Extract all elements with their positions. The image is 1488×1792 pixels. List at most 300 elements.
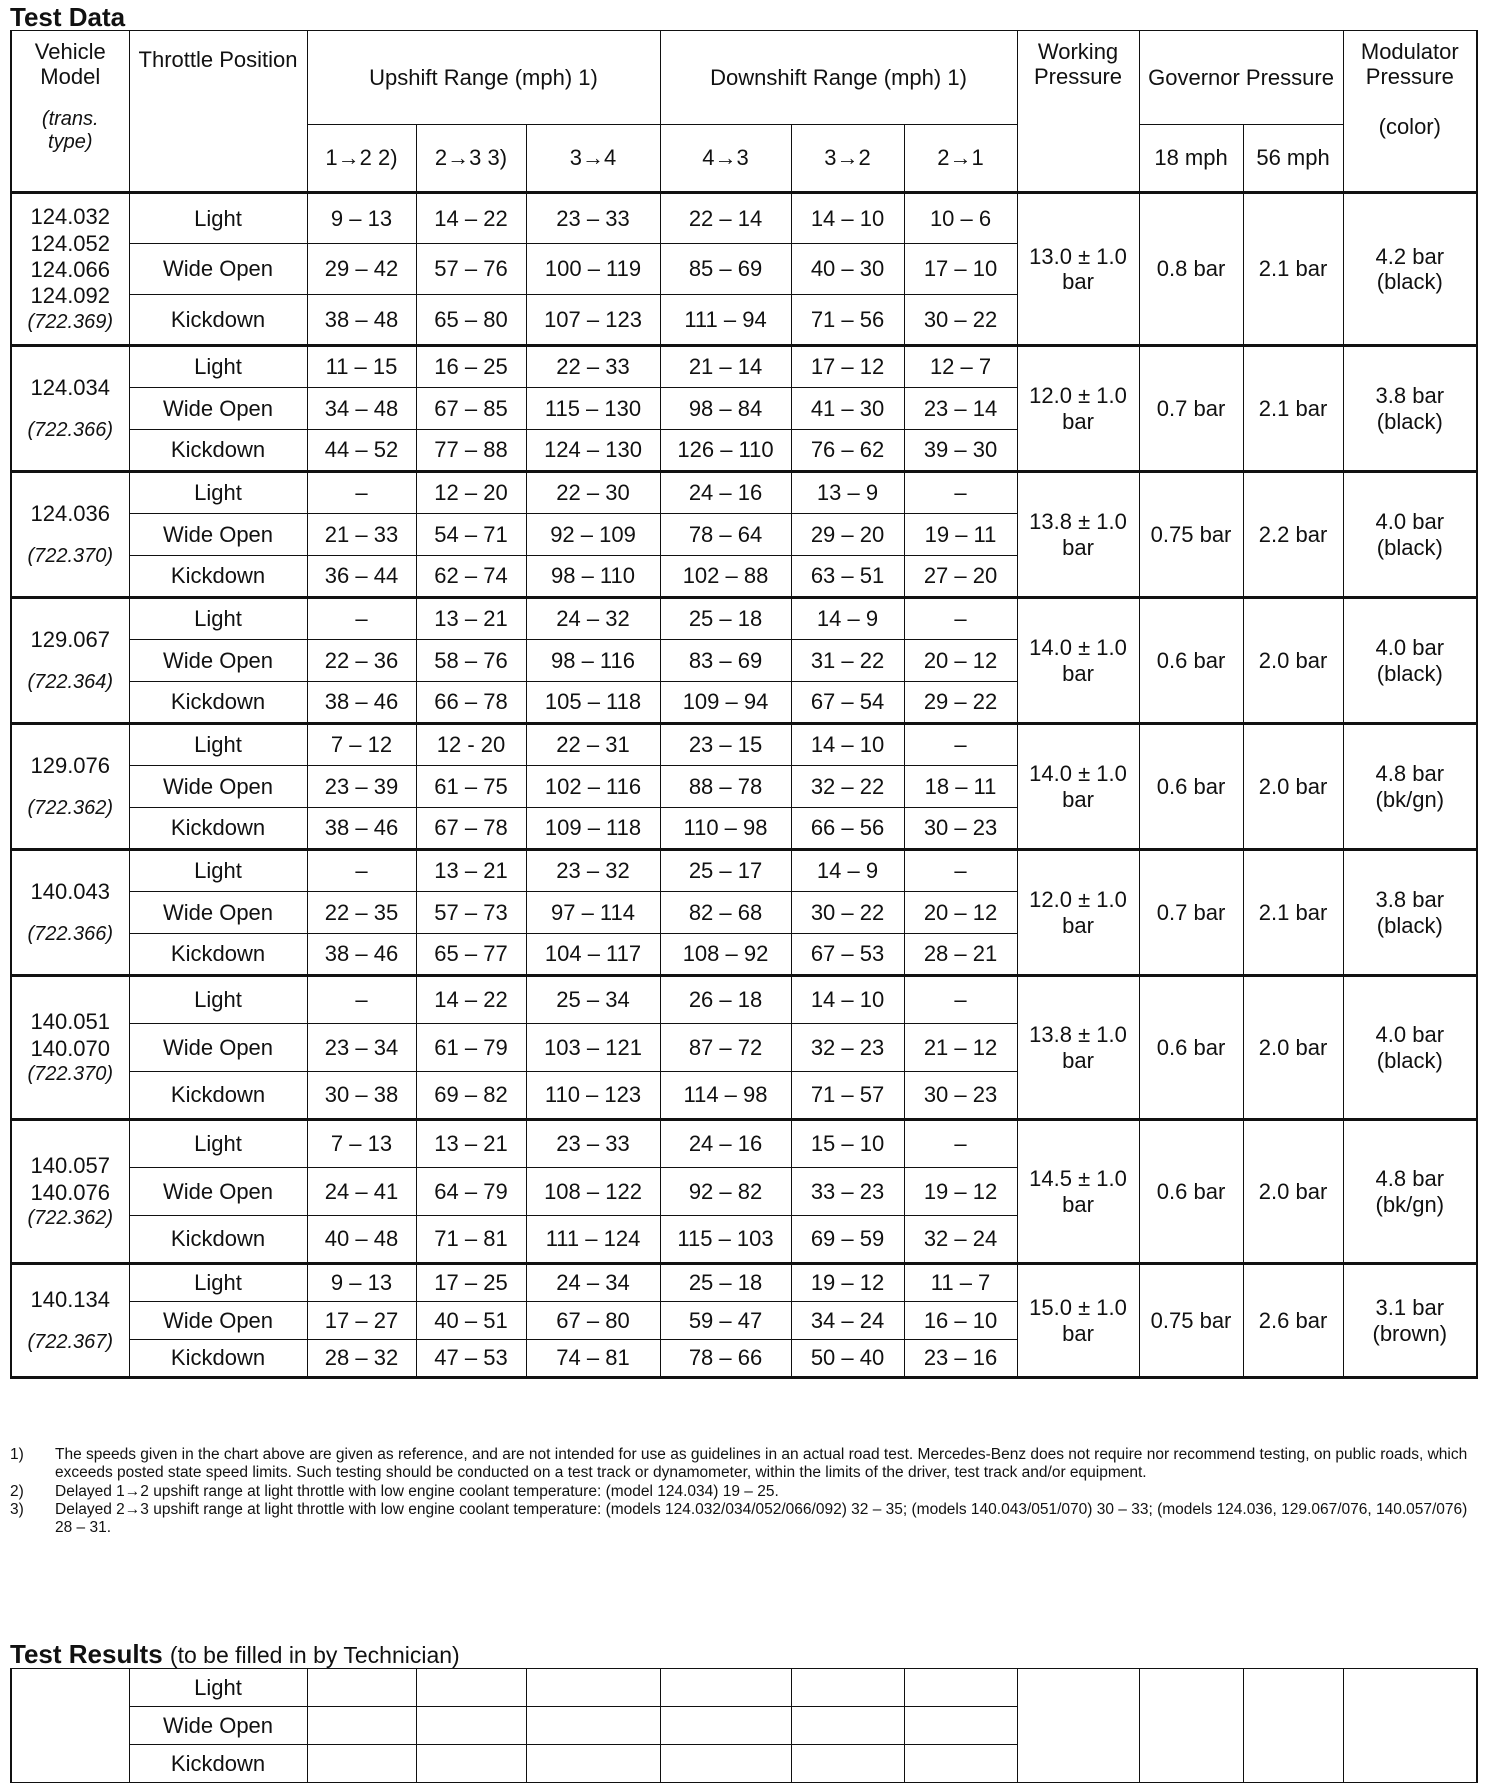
shift-range-cell: 29 – 20 (791, 514, 904, 556)
vehicle-model-cell (11, 976, 129, 1120)
shift-range-cell: 28 – 32 (307, 1340, 416, 1378)
shift-range-cell: 25 – 34 (526, 976, 660, 1024)
result-input-cell[interactable] (791, 1669, 904, 1707)
governor-pressure-header: Governor Pressure (1139, 31, 1343, 125)
test-data-table (10, 30, 1478, 1379)
shift-range-cell: 71 – 57 (791, 1072, 904, 1120)
vehicle-model-cell (11, 850, 129, 976)
shift-range-cell: 92 – 109 (526, 514, 660, 556)
footnote (10, 1446, 1476, 1483)
shift-range-cell: 19 – 12 (791, 1264, 904, 1302)
throttle-position-cell: Wide Open (129, 1168, 307, 1216)
downshift-2-1-header: 2→1 (904, 125, 1017, 193)
table-row (11, 598, 1477, 640)
shift-range-cell: 24 – 16 (660, 1120, 791, 1168)
throttle-position-cell: Kickdown (129, 295, 307, 346)
gov18-pressure-cell: 0.6 bar (1139, 598, 1243, 724)
result-modulator-input[interactable] (1343, 1669, 1477, 1783)
throttle-position-cell: Light (129, 850, 307, 892)
downshift-3-2-header: 3→2 (791, 125, 904, 193)
shift-range-cell: 85 – 69 (660, 244, 791, 295)
shift-range-cell: 14 – 9 (791, 598, 904, 640)
shift-range-cell: 69 – 82 (416, 1072, 526, 1120)
upshift-range-header: Upshift Range (mph) 1) (307, 31, 660, 125)
table-row (11, 850, 1477, 892)
model-number: 124.052 (30, 230, 111, 256)
vehicle-model-label: Vehicle Model (34, 39, 106, 90)
shift-range-cell: 98 – 116 (526, 640, 660, 682)
gov18-pressure-cell: 0.75 bar (1139, 472, 1243, 598)
shift-range-cell: 19 – 12 (904, 1168, 1017, 1216)
result-input-cell[interactable] (904, 1745, 1017, 1783)
vehicle-model-cell (11, 1264, 129, 1378)
shift-range-cell: 88 – 78 (660, 766, 791, 808)
modulator-color-label: (color) (1378, 113, 1441, 139)
shift-range-cell: 20 – 12 (904, 640, 1017, 682)
shift-range-cell: 34 – 48 (307, 388, 416, 430)
shift-range-cell: 22 – 31 (526, 724, 660, 766)
throttle-position-cell: Wide Open (129, 1302, 307, 1340)
shift-range-cell: 30 – 22 (904, 295, 1017, 346)
shift-range-cell: 23 – 14 (904, 388, 1017, 430)
shift-range-cell: 13 – 21 (416, 850, 526, 892)
shift-range-cell: 98 – 84 (660, 388, 791, 430)
result-input-cell[interactable] (791, 1745, 904, 1783)
shift-range-cell: – (307, 976, 416, 1024)
working-pressure-cell: 14.0 ± 1.0 bar (1017, 598, 1139, 724)
throttle-position-cell: Wide Open (129, 388, 307, 430)
shift-range-cell: 38 – 48 (307, 295, 416, 346)
shift-range-cell: 78 – 64 (660, 514, 791, 556)
test-results-table (10, 1668, 1478, 1783)
model-number: 129.076 (30, 753, 111, 779)
shift-range-cell: 24 – 16 (660, 472, 791, 514)
throttle-position-cell: Light (129, 724, 307, 766)
shift-range-cell: 98 – 110 (526, 556, 660, 598)
shift-range-cell: 40 – 51 (416, 1302, 526, 1340)
vehicle-model-cell (11, 193, 129, 346)
shift-range-cell: 74 – 81 (526, 1340, 660, 1378)
throttle-position-cell: Wide Open (129, 766, 307, 808)
shift-range-cell: 87 – 72 (660, 1024, 791, 1072)
shift-range-cell: 14 – 22 (416, 976, 526, 1024)
shift-range-cell: 111 – 94 (660, 295, 791, 346)
model-number: 124.092 (30, 283, 111, 309)
working-pressure-cell: 13.0 ± 1.0 bar (1017, 193, 1139, 346)
shift-range-cell: 41 – 30 (791, 388, 904, 430)
shift-range-cell: 17 – 12 (791, 346, 904, 388)
shift-range-cell: 61 – 75 (416, 766, 526, 808)
shift-range-cell: 12 - 20 (416, 724, 526, 766)
upshift-2-3-header: 2→3 3) (416, 125, 526, 193)
gov18-pressure-cell: 0.6 bar (1139, 724, 1243, 850)
shift-range-cell: 16 – 25 (416, 346, 526, 388)
gov18-pressure-cell: 0.8 bar (1139, 193, 1243, 346)
shift-range-cell: 44 – 52 (307, 430, 416, 472)
shift-range-cell: 100 – 119 (526, 244, 660, 295)
shift-range-cell: 12 – 20 (416, 472, 526, 514)
shift-range-cell: 22 – 30 (526, 472, 660, 514)
result-throttle-label: Wide Open (129, 1707, 307, 1745)
governor-56mph-header: 56 mph (1243, 125, 1343, 193)
shift-range-cell: 9 – 13 (307, 1264, 416, 1302)
shift-range-cell: 67 – 53 (791, 934, 904, 976)
shift-range-cell: 40 – 30 (791, 244, 904, 295)
gov56-pressure-cell: 2.0 bar (1243, 724, 1343, 850)
shift-range-cell: 23 – 15 (660, 724, 791, 766)
test-results-subtitle: (to be filled in by Technician) (169, 1642, 460, 1668)
shift-range-cell: 126 – 110 (660, 430, 791, 472)
downshift-range-header: Downshift Range (mph) 1) (660, 31, 1017, 125)
shift-range-cell: 25 – 18 (660, 598, 791, 640)
shift-range-cell: 38 – 46 (307, 682, 416, 724)
shift-range-cell: 102 – 116 (526, 766, 660, 808)
gov56-pressure-cell: 2.6 bar (1243, 1264, 1343, 1378)
test-data-title: Test Data (10, 2, 126, 32)
throttle-position-cell: Light (129, 1120, 307, 1168)
throttle-position-cell: Wide Open (129, 640, 307, 682)
trans-type: (722.370) (27, 544, 114, 567)
model-number: 140.070 (30, 1035, 111, 1061)
shift-range-cell: 13 – 21 (416, 598, 526, 640)
result-input-cell[interactable] (416, 1745, 526, 1783)
shift-range-cell: 14 – 10 (791, 724, 904, 766)
shift-range-cell: 108 – 122 (526, 1168, 660, 1216)
trans-type: (722.366) (27, 418, 114, 441)
shift-range-cell: 17 – 25 (416, 1264, 526, 1302)
shift-range-cell: 38 – 46 (307, 808, 416, 850)
shift-range-cell: 9 – 13 (307, 193, 416, 244)
shift-range-cell: 29 – 42 (307, 244, 416, 295)
shift-range-cell: – (904, 1120, 1017, 1168)
shift-range-cell: 82 – 68 (660, 892, 791, 934)
model-number: 140.051 (30, 1009, 111, 1035)
shift-range-cell: 67 – 78 (416, 808, 526, 850)
shift-range-cell: 67 – 54 (791, 682, 904, 724)
throttle-position-cell: Light (129, 193, 307, 244)
shift-range-cell: 114 – 98 (660, 1072, 791, 1120)
upshift-1-2-header: 1→2 2) (307, 125, 416, 193)
shift-range-cell: 24 – 41 (307, 1168, 416, 1216)
shift-range-cell: 63 – 51 (791, 556, 904, 598)
shift-range-cell: 32 – 23 (791, 1024, 904, 1072)
shift-range-cell: 97 – 114 (526, 892, 660, 934)
shift-range-cell: 25 – 17 (660, 850, 791, 892)
shift-range-cell: 110 – 123 (526, 1072, 660, 1120)
shift-range-cell: 36 – 44 (307, 556, 416, 598)
working-pressure-cell: 12.0 ± 1.0 bar (1017, 346, 1139, 472)
model-number: 140.057 (30, 1153, 111, 1179)
shift-range-cell: 10 – 6 (904, 193, 1017, 244)
modulator-pressure-cell: 3.1 bar (brown) (1343, 1264, 1477, 1378)
throttle-position-cell: Light (129, 346, 307, 388)
shift-range-cell: 58 – 76 (416, 640, 526, 682)
shift-range-cell: 59 – 47 (660, 1302, 791, 1340)
throttle-position-cell: Light (129, 472, 307, 514)
trans-type: (722.364) (27, 670, 114, 693)
result-input-cell[interactable] (791, 1707, 904, 1745)
throttle-position-cell: Kickdown (129, 1216, 307, 1264)
throttle-position-cell: Wide Open (129, 244, 307, 295)
shift-range-cell: 67 – 85 (416, 388, 526, 430)
shift-range-cell: 124 – 130 (526, 430, 660, 472)
shift-range-cell: 23 – 16 (904, 1340, 1017, 1378)
shift-range-cell: 20 – 12 (904, 892, 1017, 934)
test-results-heading: Test Results (10, 1639, 163, 1669)
throttle-position-cell: Wide Open (129, 892, 307, 934)
throttle-position-cell: Kickdown (129, 1340, 307, 1378)
gov56-pressure-cell: 2.1 bar (1243, 850, 1343, 976)
footnote (10, 1501, 1476, 1538)
shift-range-cell: 57 – 76 (416, 244, 526, 295)
vehicle-model-cell (11, 598, 129, 724)
shift-range-cell: 65 – 80 (416, 295, 526, 346)
shift-range-cell: 28 – 21 (904, 934, 1017, 976)
shift-range-cell: 23 – 34 (307, 1024, 416, 1072)
governor-18mph-header: 18 mph (1139, 125, 1243, 193)
result-input-cell[interactable] (307, 1669, 416, 1707)
shift-range-cell: 14 – 22 (416, 193, 526, 244)
result-input-cell[interactable] (307, 1707, 416, 1745)
shift-range-cell: 11 – 15 (307, 346, 416, 388)
shift-range-cell: 57 – 73 (416, 892, 526, 934)
trans-type: (722.370) (27, 1062, 114, 1085)
result-model-input[interactable] (11, 1669, 129, 1783)
result-input-cell[interactable] (526, 1707, 660, 1745)
shift-range-cell: 22 – 14 (660, 193, 791, 244)
result-input-cell[interactable] (416, 1707, 526, 1745)
shift-range-cell: 77 – 88 (416, 430, 526, 472)
result-gov18-input[interactable] (1139, 1669, 1243, 1783)
shift-range-cell: 25 – 18 (660, 1264, 791, 1302)
working-pressure-cell: 14.0 ± 1.0 bar (1017, 724, 1139, 850)
gov56-pressure-cell: 2.0 bar (1243, 598, 1343, 724)
shift-range-cell: 31 – 22 (791, 640, 904, 682)
shift-range-cell: 14 – 9 (791, 850, 904, 892)
result-input-cell[interactable] (307, 1745, 416, 1783)
shift-range-cell: 102 – 88 (660, 556, 791, 598)
table-row (11, 346, 1477, 388)
result-working-input[interactable] (1017, 1669, 1139, 1783)
shift-range-cell: – (904, 850, 1017, 892)
shift-range-cell: 66 – 56 (791, 808, 904, 850)
shift-range-cell: 17 – 10 (904, 244, 1017, 295)
model-number: 124.032 (30, 204, 111, 230)
shift-range-cell: – (307, 472, 416, 514)
table-row (11, 724, 1477, 766)
trans-type-label: (trans. type) (41, 107, 99, 153)
model-number: 129.067 (30, 627, 111, 653)
shift-range-cell: 23 – 33 (526, 193, 660, 244)
shift-range-cell: 50 – 40 (791, 1340, 904, 1378)
result-input-cell[interactable] (660, 1745, 791, 1783)
shift-range-cell: 32 – 24 (904, 1216, 1017, 1264)
shift-range-cell: 115 – 130 (526, 388, 660, 430)
gov56-pressure-cell: 2.2 bar (1243, 472, 1343, 598)
working-pressure-header: Working Pressure (1017, 31, 1139, 193)
result-input-cell[interactable] (526, 1745, 660, 1783)
shift-range-cell: 27 – 20 (904, 556, 1017, 598)
working-pressure-cell: 12.0 ± 1.0 bar (1017, 850, 1139, 976)
vehicle-model-cell (11, 472, 129, 598)
footnote-text: Delayed 1→2 upshift range at light throttle with low engine coolant temperature: (model 124.034) 19 – 25. (55, 1482, 779, 1500)
shift-range-cell: 61 – 79 (416, 1024, 526, 1072)
shift-range-cell: 64 – 79 (416, 1168, 526, 1216)
gov56-pressure-cell: 2.1 bar (1243, 346, 1343, 472)
shift-range-cell: – (307, 850, 416, 892)
shift-range-cell: 12 – 7 (904, 346, 1017, 388)
shift-range-cell: 40 – 48 (307, 1216, 416, 1264)
modulator-pressure-cell: 4.0 bar (black) (1343, 472, 1477, 598)
throttle-position-cell: Kickdown (129, 934, 307, 976)
throttle-position-cell: Light (129, 976, 307, 1024)
vehicle-model-cell (11, 346, 129, 472)
trans-type: (722.367) (27, 1330, 114, 1353)
shift-range-cell: 115 – 103 (660, 1216, 791, 1264)
result-input-cell[interactable] (526, 1669, 660, 1707)
downshift-4-3-header: 4→3 (660, 125, 791, 193)
shift-range-cell: 109 – 94 (660, 682, 791, 724)
shift-range-cell: 22 – 35 (307, 892, 416, 934)
working-pressure-cell: 14.5 ± 1.0 bar (1017, 1120, 1139, 1264)
vehicle-model-cell (11, 1120, 129, 1264)
throttle-position-cell: Kickdown (129, 556, 307, 598)
shift-range-cell: 21 – 33 (307, 514, 416, 556)
shift-range-cell: 34 – 24 (791, 1302, 904, 1340)
modulator-pressure-cell: 3.8 bar (black) (1343, 346, 1477, 472)
table-row (11, 1120, 1477, 1168)
result-input-cell[interactable] (416, 1669, 526, 1707)
gov56-pressure-cell: 2.0 bar (1243, 976, 1343, 1120)
footnote-mark: 2) (10, 1482, 24, 1500)
gov18-pressure-cell: 0.6 bar (1139, 1120, 1243, 1264)
shift-range-cell: 22 – 36 (307, 640, 416, 682)
shift-range-cell: 67 – 80 (526, 1302, 660, 1340)
modulator-pressure-cell: 4.0 bar (black) (1343, 976, 1477, 1120)
shift-range-cell: 13 – 21 (416, 1120, 526, 1168)
modulator-pressure-cell: 4.0 bar (black) (1343, 598, 1477, 724)
model-number: 124.036 (30, 501, 111, 527)
shift-range-cell: 103 – 121 (526, 1024, 660, 1072)
shift-range-cell: 24 – 34 (526, 1264, 660, 1302)
model-number: 140.076 (30, 1179, 111, 1205)
shift-range-cell: – (904, 472, 1017, 514)
throttle-position-header: Throttle Position (129, 31, 307, 193)
shift-range-cell: 71 – 56 (791, 295, 904, 346)
shift-range-cell: – (904, 598, 1017, 640)
modulator-pressure-header (1343, 31, 1477, 193)
shift-range-cell: 21 – 14 (660, 346, 791, 388)
throttle-position-cell: Kickdown (129, 430, 307, 472)
shift-range-cell: 76 – 62 (791, 430, 904, 472)
shift-range-cell: 30 – 23 (904, 808, 1017, 850)
table-row (11, 193, 1477, 244)
shift-range-cell: 29 – 22 (904, 682, 1017, 724)
trans-type: (722.362) (27, 796, 114, 819)
shift-range-cell: 30 – 38 (307, 1072, 416, 1120)
footnote (10, 1483, 1476, 1501)
shift-range-cell: 39 – 30 (904, 430, 1017, 472)
throttle-position-cell: Light (129, 598, 307, 640)
shift-range-cell: 23 – 32 (526, 850, 660, 892)
shift-range-cell: 104 – 117 (526, 934, 660, 976)
shift-range-cell: 105 – 118 (526, 682, 660, 724)
upshift-3-4-header: 3→4 (526, 125, 660, 193)
gov56-pressure-cell: 2.0 bar (1243, 1120, 1343, 1264)
shift-range-cell: 110 – 98 (660, 808, 791, 850)
shift-range-cell: 108 – 92 (660, 934, 791, 976)
result-throttle-label: Light (129, 1669, 307, 1707)
throttle-position-cell: Light (129, 1264, 307, 1302)
shift-range-cell: 107 – 123 (526, 295, 660, 346)
shift-range-cell: 71 – 81 (416, 1216, 526, 1264)
working-pressure-cell: 13.8 ± 1.0 bar (1017, 976, 1139, 1120)
footnote-text: The speeds given in the chart above are given as reference, and are not intended for use as guidelines in an actual road test. Mercedes-Benz does not require nor recommend testing, on public roads, which exceeds posted state speed limits. Such testing should be conducted on a test track or dynamometer, within the limits of the driver, test track and/or equipment. (55, 1446, 1468, 1482)
shift-range-cell: 15 – 10 (791, 1120, 904, 1168)
shift-range-cell: 30 – 22 (791, 892, 904, 934)
gov18-pressure-cell: 0.7 bar (1139, 850, 1243, 976)
working-pressure-cell: 13.8 ± 1.0 bar (1017, 472, 1139, 598)
modulator-pressure-cell: 3.8 bar (black) (1343, 850, 1477, 976)
shift-range-cell: 21 – 12 (904, 1024, 1017, 1072)
result-input-cell[interactable] (660, 1707, 791, 1745)
model-number: 124.034 (30, 375, 111, 401)
table-row (11, 976, 1477, 1024)
model-number: 140.043 (30, 879, 111, 905)
shift-range-cell: 23 – 33 (526, 1120, 660, 1168)
shift-range-cell: 7 – 13 (307, 1120, 416, 1168)
shift-range-cell: 78 – 66 (660, 1340, 791, 1378)
throttle-position-cell: Kickdown (129, 808, 307, 850)
working-pressure-cell: 15.0 ± 1.0 bar (1017, 1264, 1139, 1378)
shift-range-cell: 18 – 11 (904, 766, 1017, 808)
test-results-title (10, 1641, 460, 1667)
modulator-pressure-cell: 4.8 bar (bk/gn) (1343, 1120, 1477, 1264)
table-row (11, 1264, 1477, 1302)
result-gov56-input[interactable] (1243, 1669, 1343, 1783)
shift-range-cell: 38 – 46 (307, 934, 416, 976)
model-number: 140.134 (30, 1287, 111, 1313)
gov56-pressure-cell: 2.1 bar (1243, 193, 1343, 346)
trans-type: (722.369) (27, 310, 114, 333)
shift-range-cell: 92 – 82 (660, 1168, 791, 1216)
modulator-pressure-cell: 4.8 bar (bk/gn) (1343, 724, 1477, 850)
shift-range-cell: 32 – 22 (791, 766, 904, 808)
vehicle-model-cell (11, 724, 129, 850)
gov18-pressure-cell: 0.7 bar (1139, 346, 1243, 472)
gov18-pressure-cell: 0.75 bar (1139, 1264, 1243, 1378)
result-input-cell[interactable] (904, 1669, 1017, 1707)
result-throttle-label: Kickdown (129, 1745, 307, 1783)
modulator-pressure-label: Modulator Pressure (1360, 39, 1459, 90)
shift-range-cell: 22 – 33 (526, 346, 660, 388)
result-input-cell[interactable] (904, 1707, 1017, 1745)
throttle-position-cell: Wide Open (129, 514, 307, 556)
result-input-cell[interactable] (660, 1669, 791, 1707)
shift-range-cell: 26 – 18 (660, 976, 791, 1024)
model-number: 124.066 (30, 257, 111, 282)
shift-range-cell: 11 – 7 (904, 1264, 1017, 1302)
shift-range-cell: 24 – 32 (526, 598, 660, 640)
shift-range-cell: 33 – 23 (791, 1168, 904, 1216)
shift-range-cell: 14 – 10 (791, 193, 904, 244)
throttle-position-cell: Kickdown (129, 682, 307, 724)
shift-range-cell: 83 – 69 (660, 640, 791, 682)
throttle-position-cell: Kickdown (129, 1072, 307, 1120)
shift-range-cell: 19 – 11 (904, 514, 1017, 556)
shift-range-cell: 54 – 71 (416, 514, 526, 556)
shift-range-cell: – (307, 598, 416, 640)
